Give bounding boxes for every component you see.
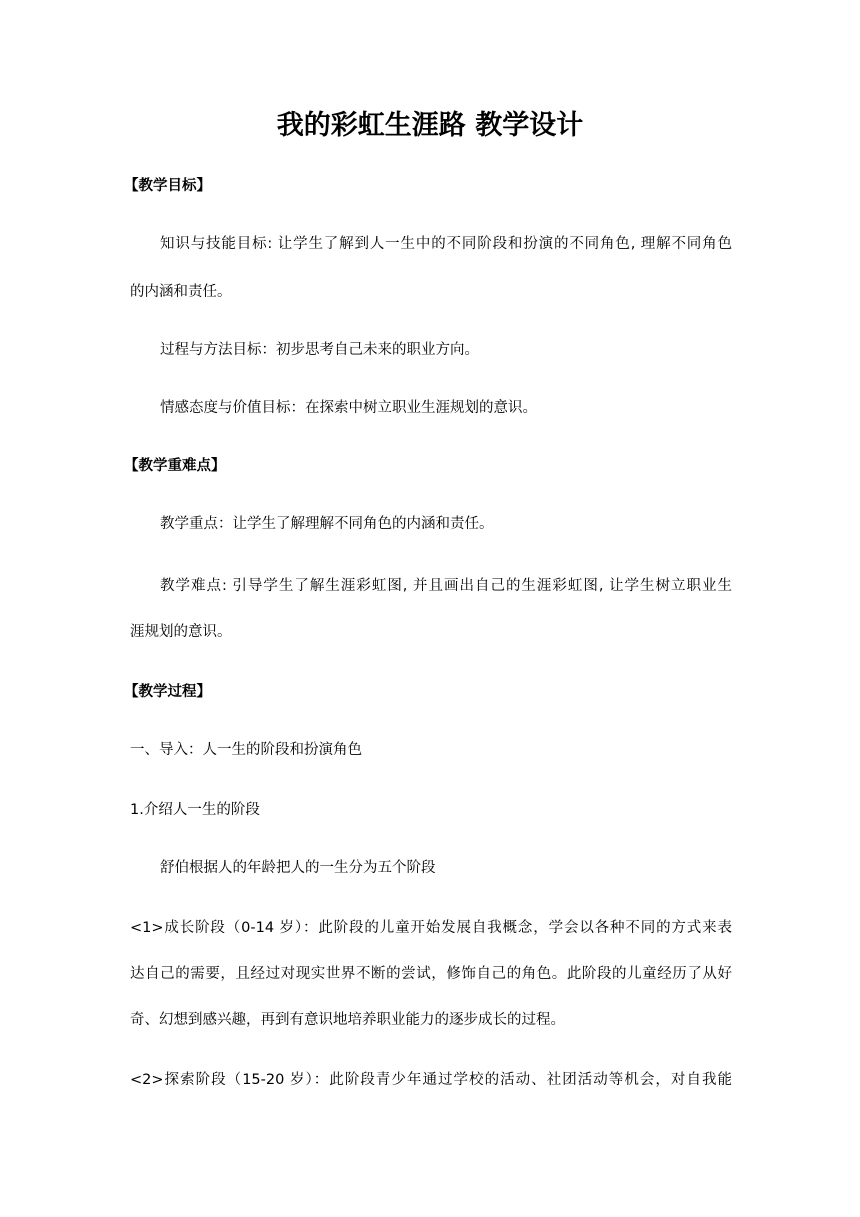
process-item-1: 1.介绍人一生的阶段 xyxy=(130,802,260,818)
paragraph-stages-intro: 舒伯根据人的年龄把人的一生分为五个阶段 xyxy=(160,860,436,876)
section-heading-process: 【教学过程】 xyxy=(124,684,211,700)
paragraph-stage2-line-1: <2>探索阶段（15-20 岁）：此阶段青少年通过学校的活动、社团活动等机会，对自我能 xyxy=(130,1072,732,1088)
section-heading-objectives: 【教学目标】 xyxy=(124,178,211,194)
paragraph-stage1-line-2: 达自己的需要，且经过对现实世界不断的尝试，修饰自己的角色。此阶段的儿童经历了从好 xyxy=(130,966,732,982)
section-heading-key-points: 【教学重难点】 xyxy=(124,458,226,474)
paragraph-difficulty-line-1: 教学难点: 引导学生了解生涯彩虹图, 并且画出自己的生涯彩虹图, 让学生树立职业生 xyxy=(160,578,732,594)
document-title: 我的彩虹生涯路 教学设计 xyxy=(276,110,584,141)
paragraph-stage1-line-1: <1>成长阶段（0-14 岁）：此阶段的儿童开始发展自我概念，学会以各种不同的方式来表 xyxy=(130,920,732,936)
paragraph-knowledge-line-1: 知识与技能目标: 让学生了解到人一生中的不同阶段和扮演的不同角色, 理解不同角色 xyxy=(160,236,732,252)
process-part-1: 一、导入：人一生的阶段和扮演角色 xyxy=(130,742,362,758)
paragraph-stage1-line-3: 奇、幻想到感兴趣，再到有意识地培养职业能力的逐步成长的过程。 xyxy=(130,1012,565,1028)
paragraph-knowledge-line-2: 的内涵和责任。 xyxy=(130,284,232,300)
paragraph-key-point: 教学重点：让学生了解理解不同角色的内涵和责任。 xyxy=(160,516,494,532)
paragraph-process-objective: 过程与方法目标：初步思考自己未来的职业方向。 xyxy=(160,342,479,358)
paragraph-difficulty-line-2: 涯规划的意识。 xyxy=(130,624,232,640)
paragraph-emotion-objective: 情感态度与价值目标：在探索中树立职业生涯规划的意识。 xyxy=(160,400,537,416)
